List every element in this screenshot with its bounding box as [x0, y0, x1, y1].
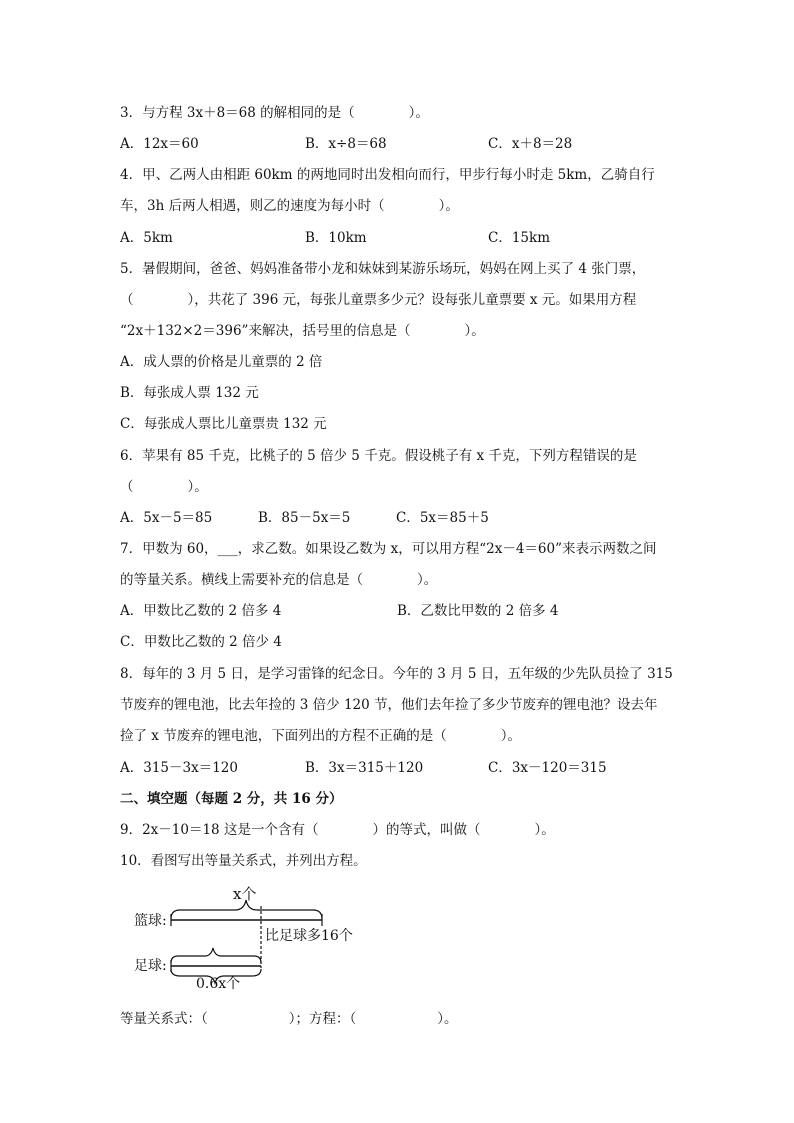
- q6-option-b: B．85－5x＝5: [258, 510, 351, 526]
- q8-option-b: B．3x＝315＋120: [305, 760, 424, 776]
- q6-line-2: （ ）。: [120, 479, 208, 495]
- difference-label: 比足球多16个: [265, 928, 353, 944]
- q5-option-a: A．成人票的价格是儿童票的 2 倍: [120, 354, 323, 370]
- q5-line-3: “2x＋132×2＝396”来解决，括号里的信息是（ ）。: [120, 323, 485, 339]
- q3-option-c: C．x＋8＝28: [488, 136, 573, 152]
- football-top-brace: [171, 948, 261, 963]
- q10-answer: 等量关系式：（ ）；方程：（ ）。: [120, 1011, 458, 1027]
- q8-line-2: 节废弃的锂电池，比去年捡的 3 倍少 120 节，他们去年捡了多少节废弃的锂电池？设去年: [120, 697, 658, 713]
- q4-line-2: 车，3h 后两人相遇，则乙的速度为每小时（ ）。: [120, 198, 459, 214]
- q6-option-a: A．5x－5＝85: [120, 510, 213, 526]
- q7-line-2: 的等量关系。横线上需要补充的信息是（ ）。: [120, 572, 438, 588]
- bottom-label: 0.6x个: [196, 976, 241, 990]
- q3-option-a: A．12x＝60: [120, 136, 199, 152]
- section-heading: 二、填空题（每题 2 分，共 16 分）: [120, 791, 343, 807]
- q8-option-a: A．315－3x＝120: [120, 760, 238, 776]
- q5-line-1: 5．暑假期间，爸爸、妈妈准备带小龙和妹妹到某游乐场玩，妈妈在网上买了 4 张门票，: [120, 261, 646, 277]
- basketball-label: 篮球:: [134, 913, 167, 929]
- q6-option-c: C．5x＝85＋5: [396, 510, 489, 526]
- q4-option-a: A．5km: [120, 230, 173, 246]
- q5-line-2: （ ），共花了 396 元，每张儿童票多少元？设每张儿童票要 x 元。如果用方程: [120, 292, 637, 308]
- q7-option-b: B．乙数比甲数的 2 倍多 4: [397, 603, 559, 619]
- q8-line-3: 捡了 x 节废弃的锂电池，下面列出的方程不正确的是（ ）。: [120, 728, 521, 744]
- q5-option-b: B．每张成人票 132 元: [120, 385, 259, 401]
- q8-line-1: 8．每年的 3 月 5 日，是学习雷锋的纪念日。今年的 3 月 5 日，五年级的少先队员捡了 315: [120, 666, 673, 682]
- segment-diagram: [0, 880, 794, 990]
- football-label: 足球:: [134, 958, 167, 974]
- q10-stem: 10．看图写出等量关系式，并列出方程。: [120, 853, 367, 869]
- q4-line-1: 4．甲、乙两人由相距 60km 的两地同时出发相向而行，甲步行每小时走 5km，乙骑自行: [120, 167, 655, 183]
- q8-option-c: C．3x－120＝315: [488, 760, 607, 776]
- q7-line-1: 7．甲数为 60，___，求乙数。如果设乙数为 x，可以用方程“2x－4＝60”来表示两数之间: [120, 541, 657, 557]
- q4-option-c: C．15km: [488, 230, 550, 246]
- q9-text: 9．2x－10＝18 这是一个含有（ ）的等式，叫做（ ）。: [120, 822, 555, 838]
- q3-stem: 3．与方程 3x＋8＝68 的解相同的是（ ）。: [120, 105, 429, 121]
- q6-line-1: 6．苹果有 85 千克，比桃子的 5 倍少 5 千克。假设桃子有 x 千克，下列方程错误的是: [120, 448, 637, 464]
- q3-option-b: B．x÷8＝68: [305, 136, 387, 152]
- top-label: x个: [233, 885, 257, 903]
- q4-option-b: B．10km: [305, 230, 367, 246]
- q5-option-c: C．每张成人票比儿童票贵 132 元: [120, 416, 327, 432]
- q7-option-c: C．甲数比乙数的 2 倍少 4: [120, 634, 282, 650]
- q7-option-a: A．甲数比乙数的 2 倍多 4: [120, 603, 282, 619]
